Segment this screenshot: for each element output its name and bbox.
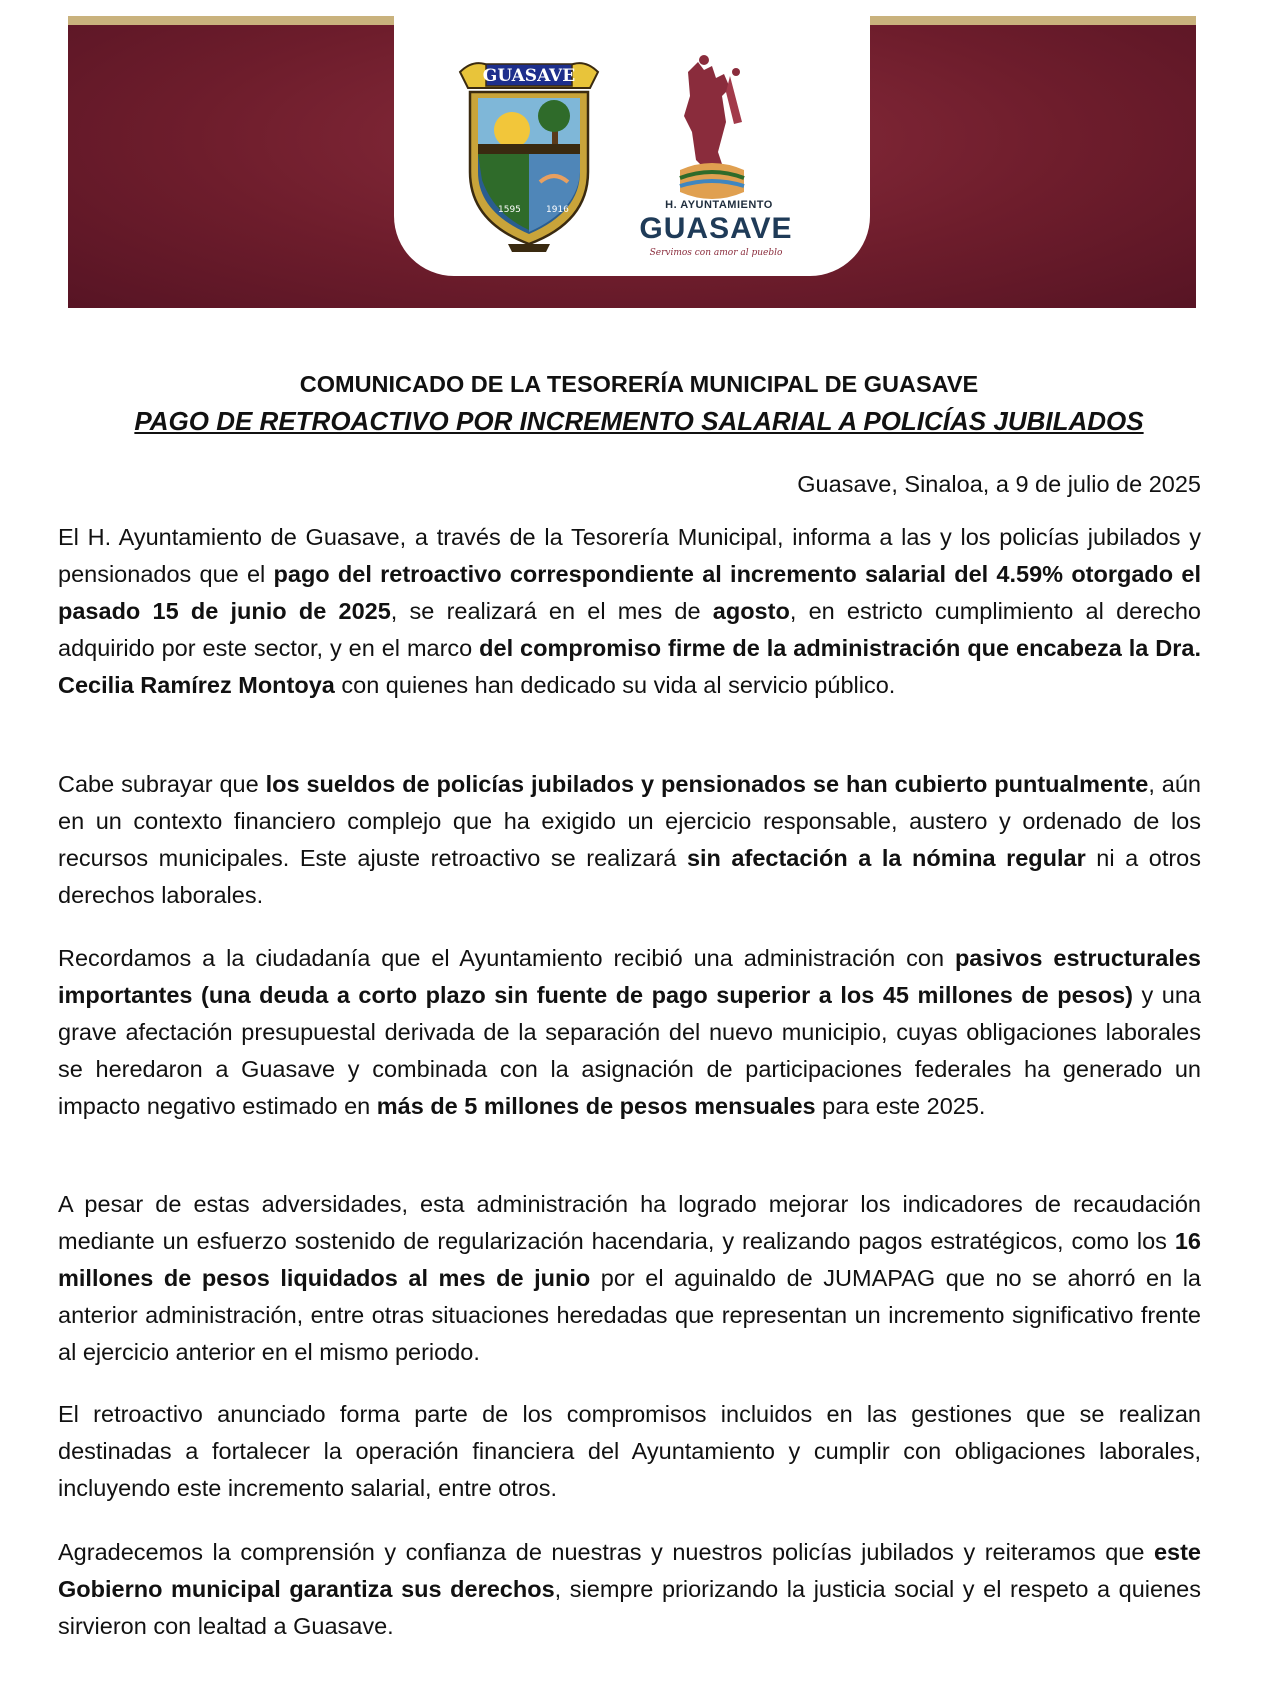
header-banner xyxy=(68,16,1196,308)
org-motto: Servimos con amor al pueblo xyxy=(649,248,783,258)
svg-text:1595: 1595 xyxy=(498,205,521,215)
svg-text:GUASAVE: GUASAVE xyxy=(482,66,576,86)
svg-text:1916: 1916 xyxy=(546,205,569,215)
org-subtitle: H. AYUNTAMIENTO xyxy=(665,199,773,211)
dateline: Guasave, Sinaloa, a 9 de julio de 2025 xyxy=(797,471,1201,497)
paragraph-6: Agradecemos la comprensión y confianza de nuestras y nuestros policías jubilados y reiteramos que este Gobierno municipal garantiza sus derechos, siempre priorizando la justicia social y el respeto a quienes sirvieron con lealtad a Guasave. xyxy=(58,1539,1201,1639)
paragraph-4: A pesar de estas adversidades, esta administración ha logrado mejorar los indicadores de recaudación mediante un esfuerzo sostenido de regularización hacendaria, y realizando pagos estratégicos, como los 16 millones de pesos liquidados al mes de junio por el aguinaldo de JUMAPAG que no se ahorró en la anterior administración, entre otras situaciones heredadas que representan un incremento significativo frente al ejercicio anterior en el mismo periodo. xyxy=(58,1191,1201,1365)
logo-plate xyxy=(394,16,870,276)
document-title: COMUNICADO DE LA TESORERÍA MUNICIPAL DE GUASAVE xyxy=(299,371,979,397)
paragraph-3: Recordamos a la ciudadanía que el Ayuntamiento recibió una administración con pasivos estructurales importantes (una deuda a corto plazo sin fuente de pago superior a los 45 millones de pesos) y una grave afectación presupuestal derivada de la separación del nuevo municipio, cuyas obligaciones laborales se heredaron a Guasave y combinada con la asignación de participaciones federales ha generado un impacto negativo estimado en más de 5 millones de pesos mensuales para este 2025. xyxy=(58,945,1201,1119)
guasave-coat-of-arms-logo xyxy=(454,52,604,252)
paragraph-5: El retroactivo anunciado forma parte de los compromisos incluidos en las gestiones que se realizan destinadas a fortalecer la operación financiera del Ayuntamiento y cumplir con obligaciones laborales, incluyendo este incremento salarial, entre otros. xyxy=(58,1401,1201,1501)
paragraph-2: Cabe subrayar que los sueldos de policías jubilados y pensionados se han cubierto puntualmente, aún en un contexto financiero complejo que ha exigido un ejercicio responsable, austero y ordenado de los recursos municipales. Este ajuste retroactivo se realizará sin afectación a la nómina regular ni a otros derechos laborales. xyxy=(58,771,1202,908)
paragraph-1: El H. Ayuntamiento de Guasave, a través de la Tesorería Municipal, informa a las y los policías jubilados y pensionados que el pago del retroactivo correspondiente al incremento salarial del 4.59% otorgado el pasado 15 de junio de 2025, se realizará en el mes de agosto, en estricto cumplimiento al derecho adquirido por este sector, y en el marco del compromiso firme de la administración que encabeza la Dra. Cecilia Ramírez Montoya con quienes han dedicado su vida al servicio público. xyxy=(58,524,1202,698)
org-name: GUASAVE xyxy=(639,212,793,245)
document-subtitle: PAGO DE RETROACTIVO POR INCREMENTO SALARIAL A POLICÍAS JUBILADOS xyxy=(134,406,1144,436)
